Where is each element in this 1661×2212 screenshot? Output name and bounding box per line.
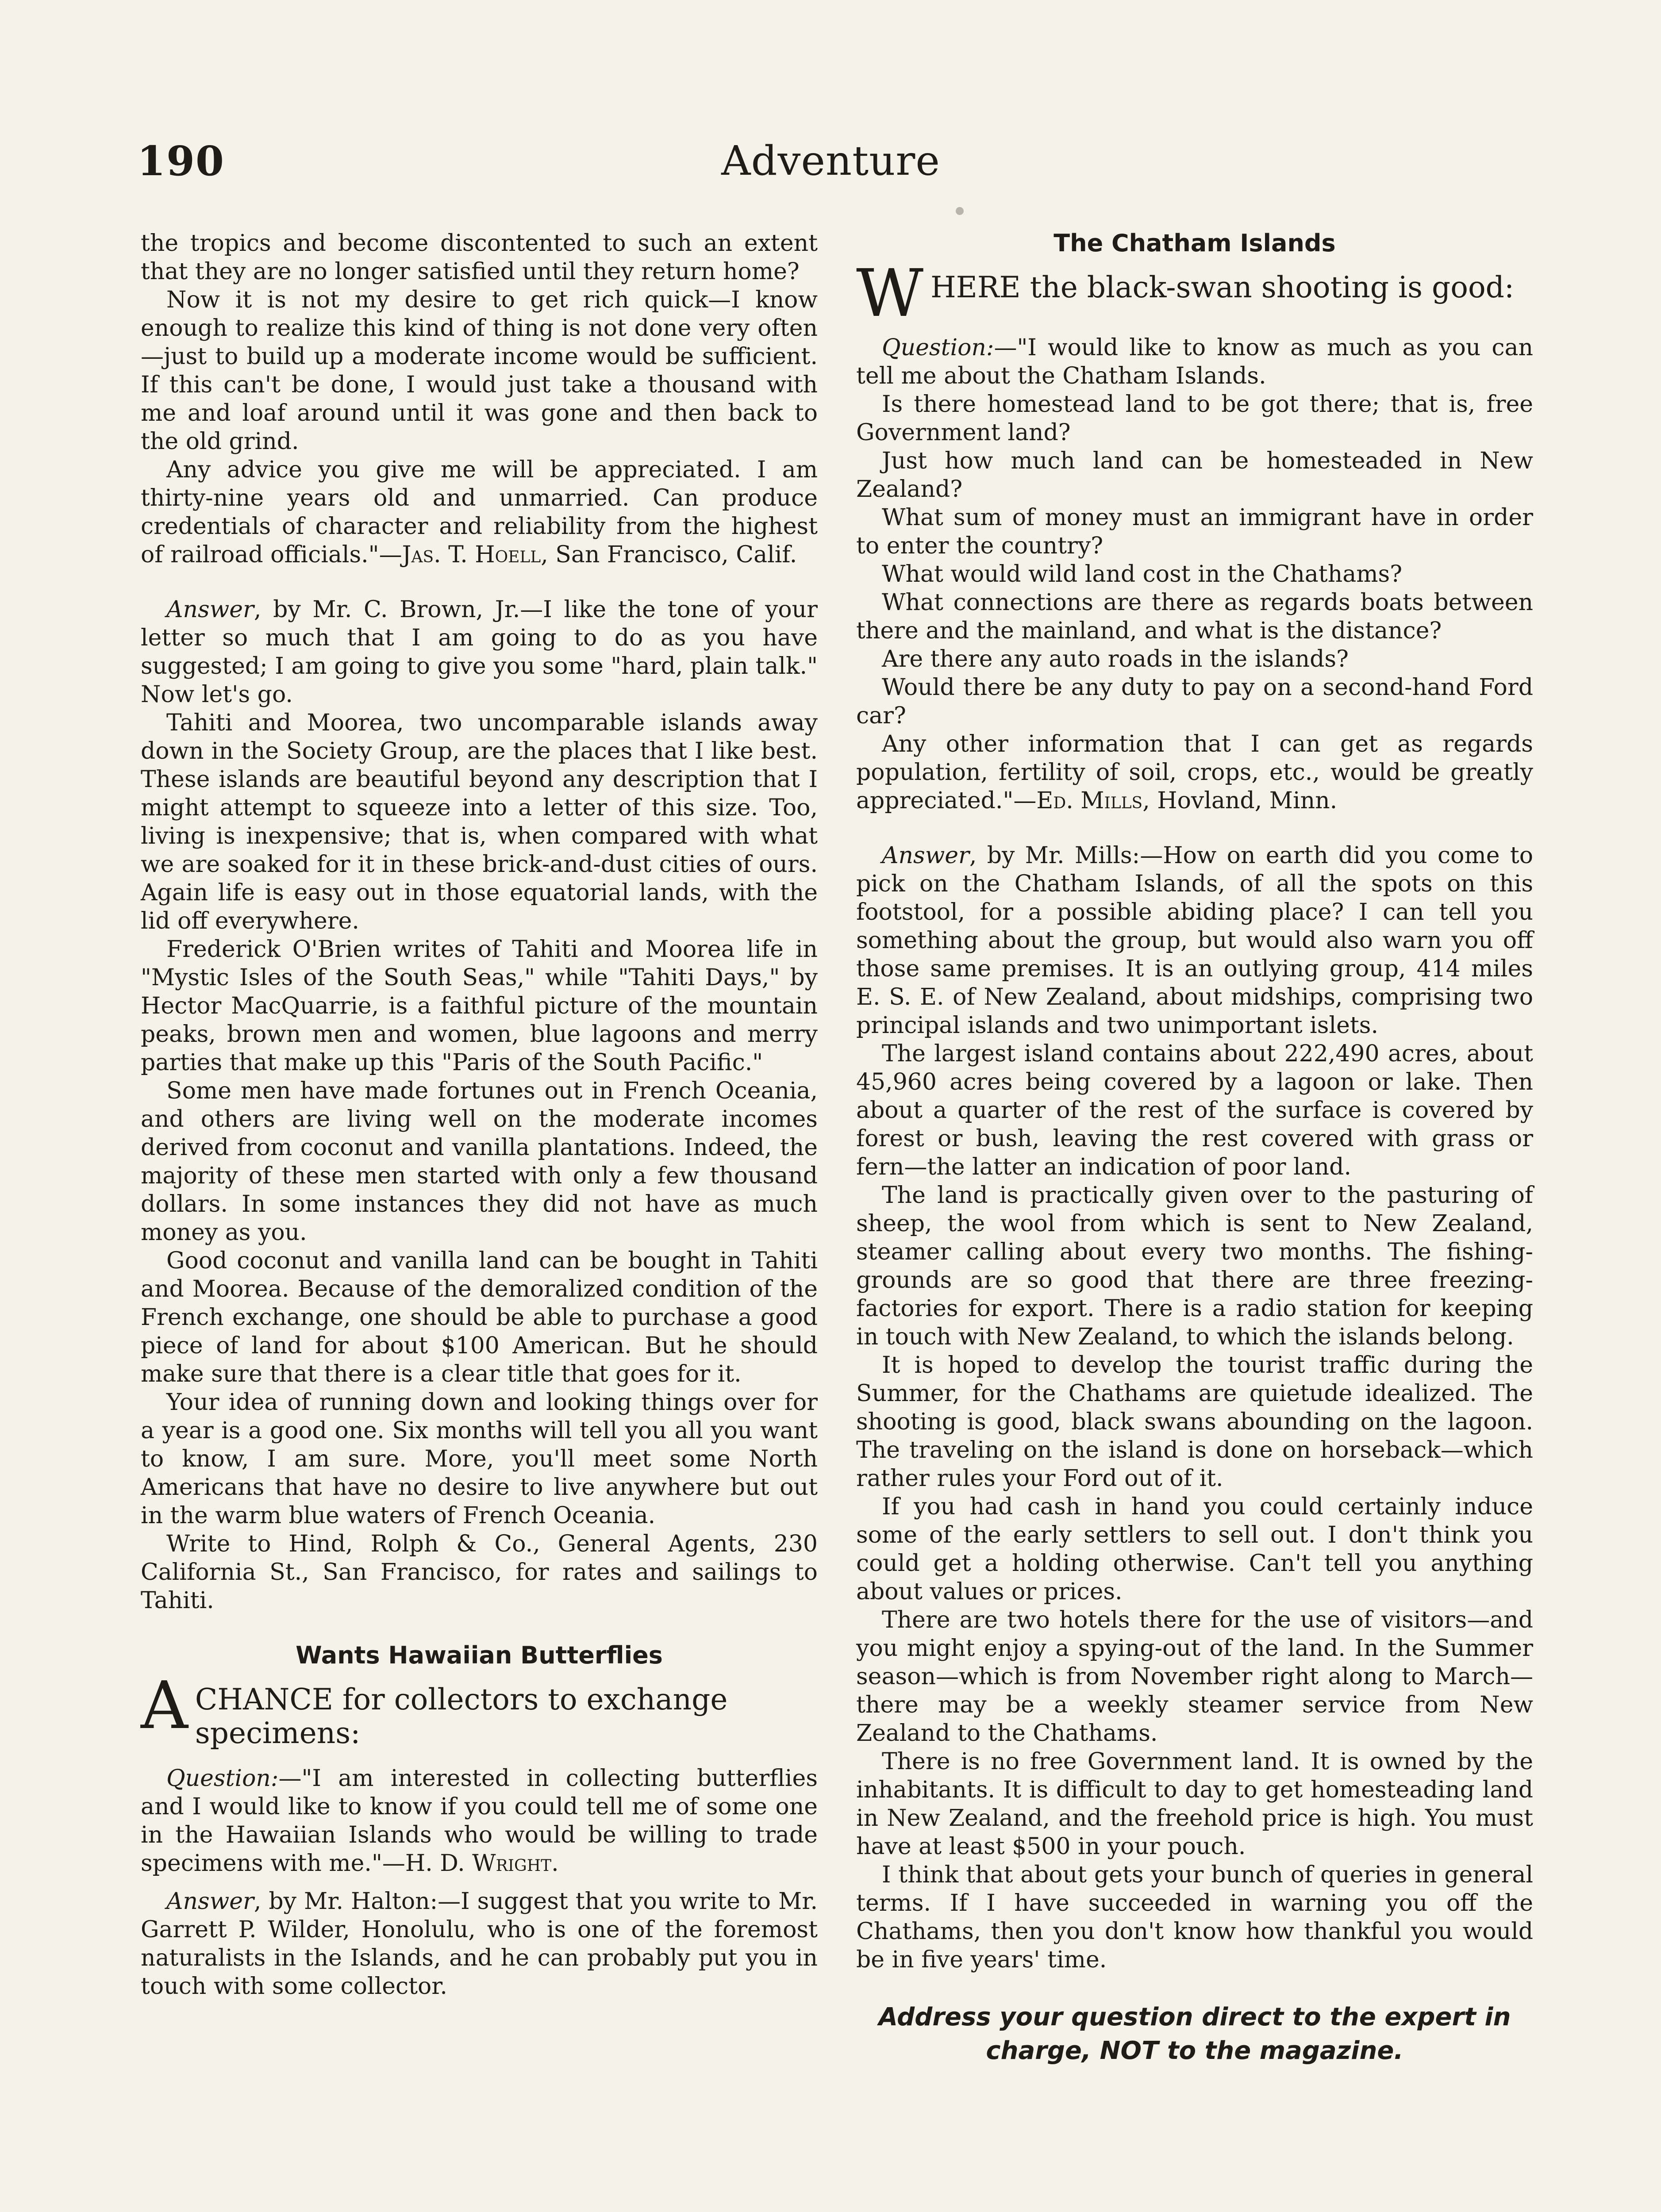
paragraph: What connections are there as regards boats between there and the mainland, and what is the distance? xyxy=(856,589,1533,644)
paragraph: Is there homestead land to be got there; that is, free Government land? xyxy=(856,391,1533,446)
question-paragraph xyxy=(856,334,1533,390)
paragraph: Your idea of running down and looking things over for a year is a good one. Six months will tell you all you want to know, I am sure. More, you'll meet some North Americans that have no desire to live anywhere but out in the warm blue waters of French Oceania. xyxy=(141,1389,818,1529)
paragraph: What would wild land cost in the Chathams? xyxy=(882,561,1403,588)
paragraph: There are two hotels there for the use of visitors—and you might enjoy a spying-out of the land. In the Summer season—which is from November right along to March—there may be a weekly steamer service from New Zealand to the Chathams. xyxy=(856,1607,1533,1747)
paragraph: Are there any auto roads in the islands? xyxy=(882,646,1349,672)
paragraph xyxy=(856,730,1533,815)
magazine-title: Adventure xyxy=(721,137,940,184)
page-header xyxy=(137,137,1524,217)
signer-place: , Hovland, Minn. xyxy=(1142,787,1338,814)
paragraph xyxy=(141,456,818,569)
paragraph: Good coconut and vanilla land can be bought in Tahiti and Moorea. Because of the demoralized condition of the French exchange, one should be able to purchase a good piece of land for about $100 American. But he should make sure that there is a clear title that goes for it. xyxy=(141,1248,818,1387)
answer-text: , by Mr. C. Brown, Jr.—I like the tone of your letter so much that I am going to do as you have suggested; I am going to give you some "hard, plain talk." Now let's go. xyxy=(141,596,818,708)
answer-label: Answer xyxy=(882,842,969,869)
left-column xyxy=(141,229,818,2001)
question-text: —"I would like to know as much as you can tell me about the Chatham Islands. xyxy=(856,334,1533,389)
answer-text: , by Mr. Halton:—I suggest that you write to Mr. Garrett P. Wilder, Honolulu, who is one of the foremost naturalists in the Islands, and he can probably put you in touch with some collector. xyxy=(141,1888,818,2000)
spacer xyxy=(141,1615,818,1641)
print-speck xyxy=(956,207,964,215)
section-lead xyxy=(141,1667,818,1750)
spacer xyxy=(141,1878,818,1887)
answer-text: , by Mr. Mills:—How on earth did you come to pick on the Chatham Islands, of all the spots on this footstool, for a possible abiding place? I can tell you something about the group, but would also warn you off those same premises. It is an outlying group, 414 miles E. S. E. of New Zealand, about midships, comprising two principal islands and two unimportant islets. xyxy=(856,842,1533,1039)
section-lead xyxy=(856,255,1533,331)
page-number: 190 xyxy=(137,137,225,185)
lead-text: HERE the black-swan shooting is good: xyxy=(930,270,1515,304)
answer-paragraph xyxy=(141,595,818,709)
paragraph: Write to Hind, Rolph & Co., General Agents, 230 California St., San Francisco, for rates and sailings to Tahiti. xyxy=(141,1531,818,1614)
answer-label: Answer xyxy=(166,1888,254,1915)
paragraph: Just how much land can be homesteaded in New Zealand? xyxy=(856,448,1533,503)
paragraph: Tahiti and Moorea, two uncomparable islands away down in the Society Group, are the places that I like best. These islands are beautiful beyond any description that I might attempt to squeeze into a letter of this size. Too, living is inexpensive; that is, when compared with what we are soaked for it in these brick-and-dust cities of ours. Again life is easy out in those equatorial lands, with the lid off everywhere. xyxy=(141,710,818,934)
lead-text: CHANCE for collectors to exchange specimens: xyxy=(195,1682,728,1750)
paragraph: What sum of money must an immigrant have in order to enter the country? xyxy=(856,504,1533,559)
question-end: . xyxy=(551,1850,559,1877)
paragraph: Frederick O'Brien writes of Tahiti and Moorea life in "Mystic Isles of the South Seas," while "Tahiti Days," by Hector MacQuarrie, is a faithful picture of the mountain peaks, brown men and women, blue lagoons and merry parties that make up this "Paris of the South Pacific." xyxy=(141,936,818,1076)
drop-cap: W xyxy=(856,255,924,331)
paragraph: Now it is not my desire to get rich quick—I know enough to realize this kind of thing is not done very often—just to build up a moderate income would be sufficient. If this can't be done, I would just take a thousand with me and loaf around until it was gone and then back to the old grind. xyxy=(141,287,818,455)
paragraph: It is hoped to develop the tourist traffic during the Summer, for the Chathams are quietude idealized. The shooting is good, black swans abounding on the lagoon. The traveling on the island is done on horseback—which rather rules your Ford out of it. xyxy=(856,1352,1533,1492)
paragraph: The largest island contains about 222,490 acres, about 45,960 acres being covered by a lagoon or lake. Then about a quarter of the rest of the surface is covered by forest or bush, leaving the rest covered with grass or fern—the latter an indication of poor land. xyxy=(856,1041,1533,1180)
paragraph: If you had cash in hand you could certainly induce some of the early settlers to sell out. I don't think you could get a holding otherwise. Can't tell you anything about values or prices. xyxy=(856,1494,1533,1605)
paragraph: The land is practically given over to the pasturing of sheep, the wool from which is sent to New Zealand, steamer calling about every two months. The fishing-grounds are so good that there are three freezing-factories for export. There is a radio station for keeping in touch with New Zealand, to which the islands belong. xyxy=(856,1182,1533,1350)
signer-name: H. D. Wright xyxy=(405,1850,552,1877)
right-column xyxy=(856,229,1533,2068)
spacer xyxy=(856,815,1533,841)
spacer xyxy=(141,1755,818,1764)
paragraph-text: Any other information that I can get as regards population, fertility of soil, crops, etc., would be greatly appreciated."— xyxy=(856,731,1533,814)
spacer xyxy=(856,324,1533,334)
question-paragraph xyxy=(141,1764,818,1878)
answer-label: Answer xyxy=(166,596,254,623)
section-title-chatham: The Chatham Islands xyxy=(1054,229,1336,257)
paragraph: Some men have made fortunes out in French Oceania, and others are living well on the moderate incomes derived from coconut and vanilla plantations. Indeed, the majority of these men started with only a few thousand dollars. In some instances they did not have as much money as you. xyxy=(141,1078,818,1246)
paragraph: Would there be any duty to pay on a second-hand Ford car? xyxy=(856,674,1533,729)
signer-name: Ed. Mills xyxy=(1036,787,1143,814)
answer-paragraph xyxy=(856,841,1533,1040)
question-label: Question: xyxy=(166,1765,279,1792)
question-label: Question: xyxy=(882,334,994,361)
answer-paragraph xyxy=(141,1887,818,2001)
spacer xyxy=(141,569,818,595)
editorial-notice: Address your question direct to the expert in charge, NOT to the magazine. xyxy=(878,2003,1511,2065)
section-title-butterflies: Wants Hawaiian Butterflies xyxy=(296,1641,663,1669)
signer-place: , San Francisco, Calif. xyxy=(541,541,797,568)
paragraph: There is no free Government land. It is owned by the inhabitants. It is difficult to day to get homesteading land in New Zealand, and the freehold price is high. You must have at least $500 in your pouch. xyxy=(856,1748,1533,1860)
drop-cap: A xyxy=(141,1667,188,1743)
paragraph: I think that about gets your bunch of queries in general terms. If I have succeeded in warning you off the Chathams, then you don't know how thankful you would be in five years' time. xyxy=(856,1862,1533,1973)
paragraph-text: Any advice you give me will be appreciated. I am thirty-nine years old and unmarried. Can produce credentials of character and reliability from the highest of railroad officials."— xyxy=(141,457,818,568)
paragraph: the tropics and become discontented to such an extent that they are no longer satisfied until they return home? xyxy=(141,230,818,285)
signer-name: Jas. T. Hoell xyxy=(402,541,541,568)
question-text: —"I am interested in collecting butterflies and I would like to know if you could tell me of some one in the Hawaiian Islands who would be willing to trade specimens with me."— xyxy=(141,1765,818,1877)
